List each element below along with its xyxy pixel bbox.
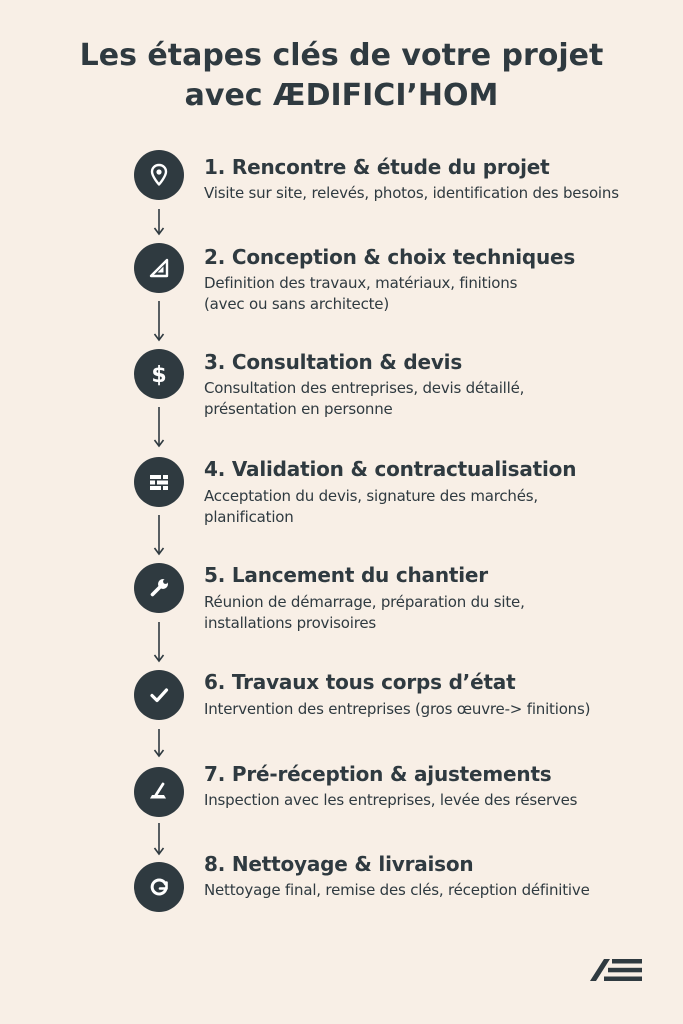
wrench-icon	[145, 574, 173, 602]
arrow-down-icon	[150, 621, 168, 663]
trowel-icon	[145, 778, 173, 806]
step-8-icon-circle	[134, 862, 184, 912]
title-line-2: avec ÆDIFICI’HOM	[184, 78, 499, 113]
step-5-title: 5. Lancement du chantier	[204, 563, 488, 587]
arrow-down-icon	[150, 300, 168, 342]
step-2-desc-line-2: (avec ou sans architecte)	[204, 295, 389, 313]
svg-text:$: $	[151, 363, 167, 388]
step-2-icon-circle	[134, 243, 184, 293]
step-4-desc-line-1: Acceptation du devis, signature des marchés,	[204, 487, 538, 505]
step-3-icon-circle	[134, 349, 184, 399]
step-3-title: 3. Consultation & devis	[204, 350, 463, 374]
arrow-down-icon	[150, 822, 168, 856]
arrow-down-icon	[150, 514, 168, 556]
step-6-desc: Intervention des entreprises (gros œuvre-> finitions)	[204, 700, 591, 718]
arrow-down-icon	[150, 208, 168, 236]
step-2-title: 2. Conception & choix techniques	[204, 245, 576, 269]
step-5-desc-line-1: Réunion de démarrage, préparation du site,	[204, 593, 525, 611]
step-3-desc-line-1: Consultation des entreprises, devis détaillé,	[204, 379, 525, 397]
step-7-icon-circle	[134, 767, 184, 817]
arrow-down-icon	[150, 406, 168, 448]
step-1-title: 1. Rencontre & étude du projet	[204, 155, 550, 179]
checkmark-icon	[145, 681, 173, 709]
step-4-icon-circle	[134, 457, 184, 507]
step-3-desc-line-2: présentation en personne	[204, 400, 393, 418]
step-1-desc: Visite sur site, relevés, photos, identification des besoins	[204, 184, 619, 202]
brand-logo-icon	[588, 958, 644, 982]
step-7-title: 7. Pré-réception & ajustements	[204, 762, 552, 786]
step-4-title: 4. Validation & contractualisation	[204, 457, 577, 481]
refresh-icon	[145, 873, 173, 901]
step-7-desc: Inspection avec les entreprises, levée des réserves	[204, 791, 578, 809]
step-5-desc-line-2: installations provisoires	[204, 614, 377, 632]
step-5-icon-circle	[134, 563, 184, 613]
step-2-desc-line-1: Definition des travaux, matériaux, finitions	[204, 274, 518, 292]
set-square-icon	[145, 254, 173, 282]
step-1-icon-circle	[134, 150, 184, 200]
title-line-1: Les étapes clés de votre projet	[79, 38, 604, 73]
map-pin-icon	[145, 161, 173, 189]
step-6-title: 6. Travaux tous corps d’état	[204, 670, 516, 694]
bricks-icon	[145, 468, 173, 496]
step-6-icon-circle	[134, 670, 184, 720]
arrow-down-icon	[150, 728, 168, 758]
dollar-icon	[145, 360, 173, 388]
page-title	[0, 36, 683, 116]
step-8-title: 8. Nettoyage & livraison	[204, 852, 474, 876]
step-8-desc: Nettoyage final, remise des clés, réception définitive	[204, 881, 590, 899]
step-4-desc-line-2: planification	[204, 508, 294, 526]
